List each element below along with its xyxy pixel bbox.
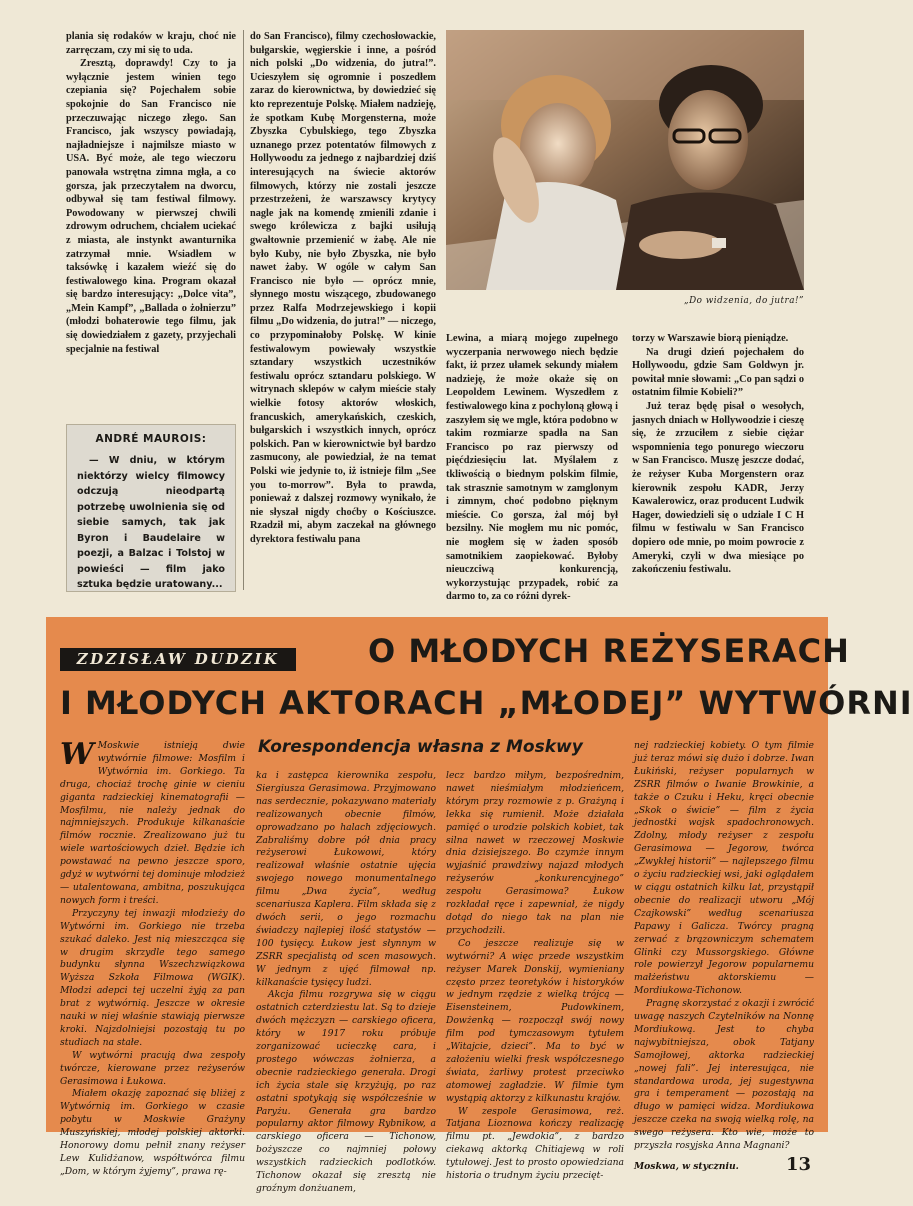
article-column-1 [66,30,236,416]
paragraph: Pragnę skorzystać z okazji i zwrócić uwagę naszych Czytelników na Nonnę Mordiukową. Jest to chyba najwybitniejsza, obok Tatjany Samojłowej, aktorka radzieckiej „nowej fali”. Jej interesująca, nie standardowa uroda, jej sugestywna gra i temperament — pozostają na długo w pamięci widza. Mordiukowa jeszcze czeka na swoją wielką rolę, na swego reżysera. Kto wie, może to przyszła rosyjska Anna Magnani? [634,998,814,1152]
paragraph: lecz bardzo miłym, bezpośrednim, nawet nieśmiałym młodzieńcem, którym przy rozmowie z p. Grażyną i lekka się rumienił. Może działała pamięć o urodzie polskich kobiet, tak silna nawet w rzeczowej Moskwie dnia dzisiejszego. Bo czymże innym wyjaśnić prawdziwy najazd młodych reżyserów „konkurencyjnego” zespołu Gerasimowa? Łukow rozkładał ręce i zapewniał, że nigdy dotąd do niego tak na plan nie przychodzili. [446,770,624,936]
photo-caption: „Do widzenia, do jutra!” [684,296,804,306]
paragraph: do San Francisco), filmy czechosłowackie, bułgarskie, węgierskie i inne, a pośród nich polski „Do widzenia, do jutra!”. Ucieszyłem się ogromnie i poszedłem zaraz do kierownictwa, by dowiedzieć się kto reprezentuje Polskę. Miałem nadzieję, że spotkam Kubę Morgensterna, może Zbyszka Cybulskiego, tego Zbyszka uznanego przez potentatów filmowych z Hollywoodu za jednego z najbardziej dziś interesujących na świecie aktorów filmowych, którzy nie zostali jeszcze przestrzeżeni, że warszawscy krytycy nagle jak na komendę zmienili zdanie i swego królewicza z bajki usiłują gwałtownie przemienić w żabę. Ale nie było Kuby, nie było Zbyszka, nie było nawet żaby. W ogóle w całym San Francisco nie było — oprócz mnie, słynnego mostu wiszącego, zbudowanego przez Ralfa Modrzejewskiego i kopii filmu „Do widzenia, do jutra!” — niczego, co przypominałoby Polskę. W kinie festiwalowym powiewały wszystkie sztandary wszystkich uczestników festiwalu oprócz sztandaru polskiego. W witrynach sklepów w całym mieście stały wielkie fotosy aktorów włoskich, francuskich, amerykańskich, czeskich, bułgarskich i wszystkich innych, oprócz polskich. Pan w kierownictwie był bardzo zasmucony, ale powiedział, że na temat Polski wie jedynie to, iż istnieje film „See you to-morrow”. Była to prawda, ponieważ z dalszej rozmowy wynikało, że nie słyszał nigdy choćby o Kościuszce. Rzadził mi, abym zaczekał na głównego dyrektora festiwalu pana [250,31,436,545]
paragraph: Akcja filmu rozgrywa się w ciągu ostatnich czterdziestu lat. Są to dzieje dwóch mężczyzn — carskiego oficera, który w 1917 roku próbuje zorganizować ucieczkę cara, i prostego wówczas żołnierza, a obecnie radzieckiego generała. Drogi ich życia stale się krzyżują, po raz ostatni spotykają się współcześnie w Paryżu. Generała gra bardzo popularny aktor filmowy Rybnikow, a carskiego oficera — Tichonow, bożyszcze co najmniej połowy wszystkich radzieckich podlotków. Tichonow okazał się zresztą nie groźnym donżuanem, [256,989,436,1194]
paragraph: Przyczyny tej inwazji młodzieży do Wytwórni im. Gorkiego nie trzeba szukać daleko. Jest nią mieszcząca się w drugim skrzydle tego samego budynku słynna Wszechzwiązkowa Wyższa Szkoła Filmowa (WGIK). Młodzi adepci tej uczelni żyją za pan brat z wytwórnią. Jeszcze w okresie nauki w niej właśnie stawiają pierwsze kroki. Najzdolniejsi pozostają tu po studiach na stałe. [60,907,245,1048]
quote-box [66,424,236,592]
article-column-3 [446,332,618,603]
article-headline-line-1: O MŁODYCH REŻYSERACH [368,632,850,670]
film-still-image [446,30,804,290]
orange-column-3 [446,770,624,1182]
paragraph: ka i zastępca kierownika zespołu, Siergiusza Gerasimowa. Przyjmowano nas serdecznie, pokazywano materiały realizowanych obecnie filmów, oprowadzano po halach zdjęciowych. Zabraliśmy dobre pół dnia pracy reżyserowi Łukowowi, który realizował właśnie ostatnie ujęcia swojego nowego monumentalnego filmu „Dwa życia”, według scenariusza Kaplera. Film składa się z dwóch serii, o jego rozmachu świadczy najlepiej ilość statystów — 100 tysięcy. Łukow jest słynnym w ZSRR specjalistą od scen masowych. W jednym z ujęć filmował np. kilkanaście tysięcy ludzi. [256,770,436,988]
paragraph: Moskwie istnieją dwie wytwórnie filmowe: Mosfilm i Wytwórnia im. Gorkiego. Ta druga, chociaż trochę ginie w cieniu giganta radzieckiej kinematografii — Mosfilmu, nie należy jednak do najmniejszych. Produkuje kilkanaście filmów rocznie. Zrealizowano już tu wiele wartościowych dzieł. Będzie ich powstawać na pewno jeszcze sporo, gdyż w wytwórni tej dominuje młodzież — utalentowana, ambitna, poszukująca nowych form i treści. [60,740,245,906]
article-headline-line-2: I MŁODYCH AKTORACH „MŁODEJ” WYTWÓRNI [60,684,913,722]
orange-column-2 [256,770,436,1194]
paragraph: Miałem okazję zapoznać się bliżej z Wytwórnią im. Gorkiego w czasie pobytu w Moskwie Grażyny Muszyńskiej, młodej polskiej aktorki. Honorowy domu pełnił znany reżyser Lew Kulidżanow, współtwórca filmu „Dom, w którym żyjemy”, prawa rę- [60,1088,245,1177]
article-column-2 [250,30,436,592]
paragraph: Zresztą, doprawdy! Czy to ja wyłącznie jestem winien tego czepiania się? Pojechałem sobie spokojnie do San Francisco nie przeczuwając niczego złego. San Francisco, jak wszyscy powiadają, najładniejsze i najmilsze miasto w USA. Być może, ale tego wieczoru panowała wstrętna zimna mgła, a co gorsza, jak przeczytałem na dworcu, odbywał się tam festiwal filmowy. Powodowany w pierwszej chwili zdrowym odruchem, chciałem uciekać z miasta, ale instynkt awanturnika zatrzymał mnie. Wsiadłem w taksówkę i kazałem wieźć się do festiwalowego kina. Program okazał się bardzo interesujący: „Dolce vita”, „Mein Kampf”, „Ballada o żołnierzu” (młodzi bohaterowie tego filmu, jak się dowiedziałem z gazety, przyjechali specjalnie na festiwal [66,58,236,355]
orange-column-1 [60,737,245,1177]
article-signoff: Moskwa, w styczniu. [634,1161,739,1172]
page-number: 13 [786,1154,812,1175]
film-still-photo [446,30,804,290]
paragraph: nej radzieckiej kobiety. O tym filmie już teraz mówi się dużo i dobrze. Iwan Łukiński, reżyser popularnych w ZSRR filmów o Iwanie Browkinie, a także o Czuku i Heku, kręci obecnie „Skok o świcie” — film z życia jednostki wojsk spadochronowych. Zdolny, młody reżyser z zespołu Gerasimowa — Jegorow, twórca „Zwykłej historii” — najlepszego filmu o życiu radzieckiej wsi, jaki oglądałem w ciągu ostatnich kilku lat, przystąpił obecnie do realizacji utworu „Mój Czajkowski” według scenariusza Papawy i Galicza. Twórcy pragną zerwać z brązowniczym schematem Glinki czy Mussorgskiego. Główne role powierzył Jegorow popularnemu małżeństwu aktorskiemu — Mordiukowa-Tichonow. [634,740,814,997]
column-divider [243,30,244,590]
article-column-4 [632,332,804,590]
paragraph: torzy w Warszawie biorą pieniądze. [632,333,789,344]
paragraph: W zespole Gerasimowa, reż. Tatjana Lioznowa kończy realizację filmu pt. „Jewdokia”, z bardzo ciekawą aktorką Chitiajewą w roli tytułowej. Jest to prosto opowiedziana historia o trudnym życiu przecięt- [446,1105,624,1182]
paragraph: Lewina, a miarą mojego zupełnego wyczerpania nerwowego niech będzie fakt, iż przez ułamek sekundy miałem nadzieję, że może okaże się on Leopoldem Lewinem. Wyszedłem z festiwalowego kina z pochyloną głową i zaszyłem się we mgle, która podobno w takim rozmiarze spadła na San Francisco po raz pierwszy od pięćdziesięciu lat. Myślałem z tkliwością o biednym polskim filmie, tak strasznie samotnym w zamglonym i zimnym, choć podobno pięknym mieście. Co gorsza, żal mój był bezsilny. Nie mogłem mu nic pomóc, nie mogłem się w żaden sposób samotnikiem zaopiekować. Byłoby nieuczciwą konkurencją, wykorzystując przypadek, robić za darmo to, za co różni dyrek- [446,333,618,603]
author-banner: ZDZISŁAW DUDZIK [60,648,296,671]
quote-text: — W dniu, w którym niektórzy wielcy filmowcy odczują nieodpartą potrzebę uwolnienia się od siebie samych, tak jak Byron i Baudelaire w poezji, a Balzac i Tolstoj w powieści — film jako sztuka będzie uratowany... [77,455,225,590]
article-subtitle: Korespondencja własna z Moskwy [258,737,583,757]
paragraph: Na drugi dzień pojechałem do Hollywoodu, gdzie Sam Goldwyn jr. powitał mnie słowami: „Co pan sądzi o ostatnim filmie Kobieli?” [632,346,804,399]
paragraph: Co jeszcze realizuje się w wytwórni? A więc przede wszystkim reżyser Marek Donskij, wymieniany często przez teoretyków i historyków w jednym rzędzie z wielką trójcą — Eisensteinem, Pudowkinem, Dowżenką — rozpoczął swój nowy film pod tymczasowym tytułem „Witajcie, dzieci”. Ma to być w założeniu wielki fresk współczesnego świata, żarliwy protest przeciwko atomowej zagładzie. W filmie tym wystąpią aktorzy z kilkunastu krajów. [446,937,624,1104]
paragraph: plania się rodaków w kraju, choć nie zarręczam, czy mi się to uda. [66,31,236,56]
paragraph: Już teraz będę pisał o wesołych, jasnych dniach w Hollywoodzie i cieszę się, że zrzuciłem z siebie ciężar wspomnienia tego ponurego wieczoru w San Francisco. Muszę jeszcze dodać, że reżyser Kuba Morgenstern oraz kierownik zespołu KADR, Jerzy Kawalerowicz, oraz producent Ludwik Hager, dowiedzieli się o udziale I C H filmu w festiwalu w San Francisco dopiero ode mnie, po moim powrocie z Ameryki, czyli w dwa miesiące po zakończeniu festiwalu. [632,400,804,576]
paragraph: W wytwórni pracują dwa zespoły twórcze, kierowane przez reżyserów Gerasimowa i Łukowa. [60,1049,245,1087]
quote-author: ANDRÉ MAUROIS: [95,433,207,445]
drop-cap: W [60,737,94,772]
